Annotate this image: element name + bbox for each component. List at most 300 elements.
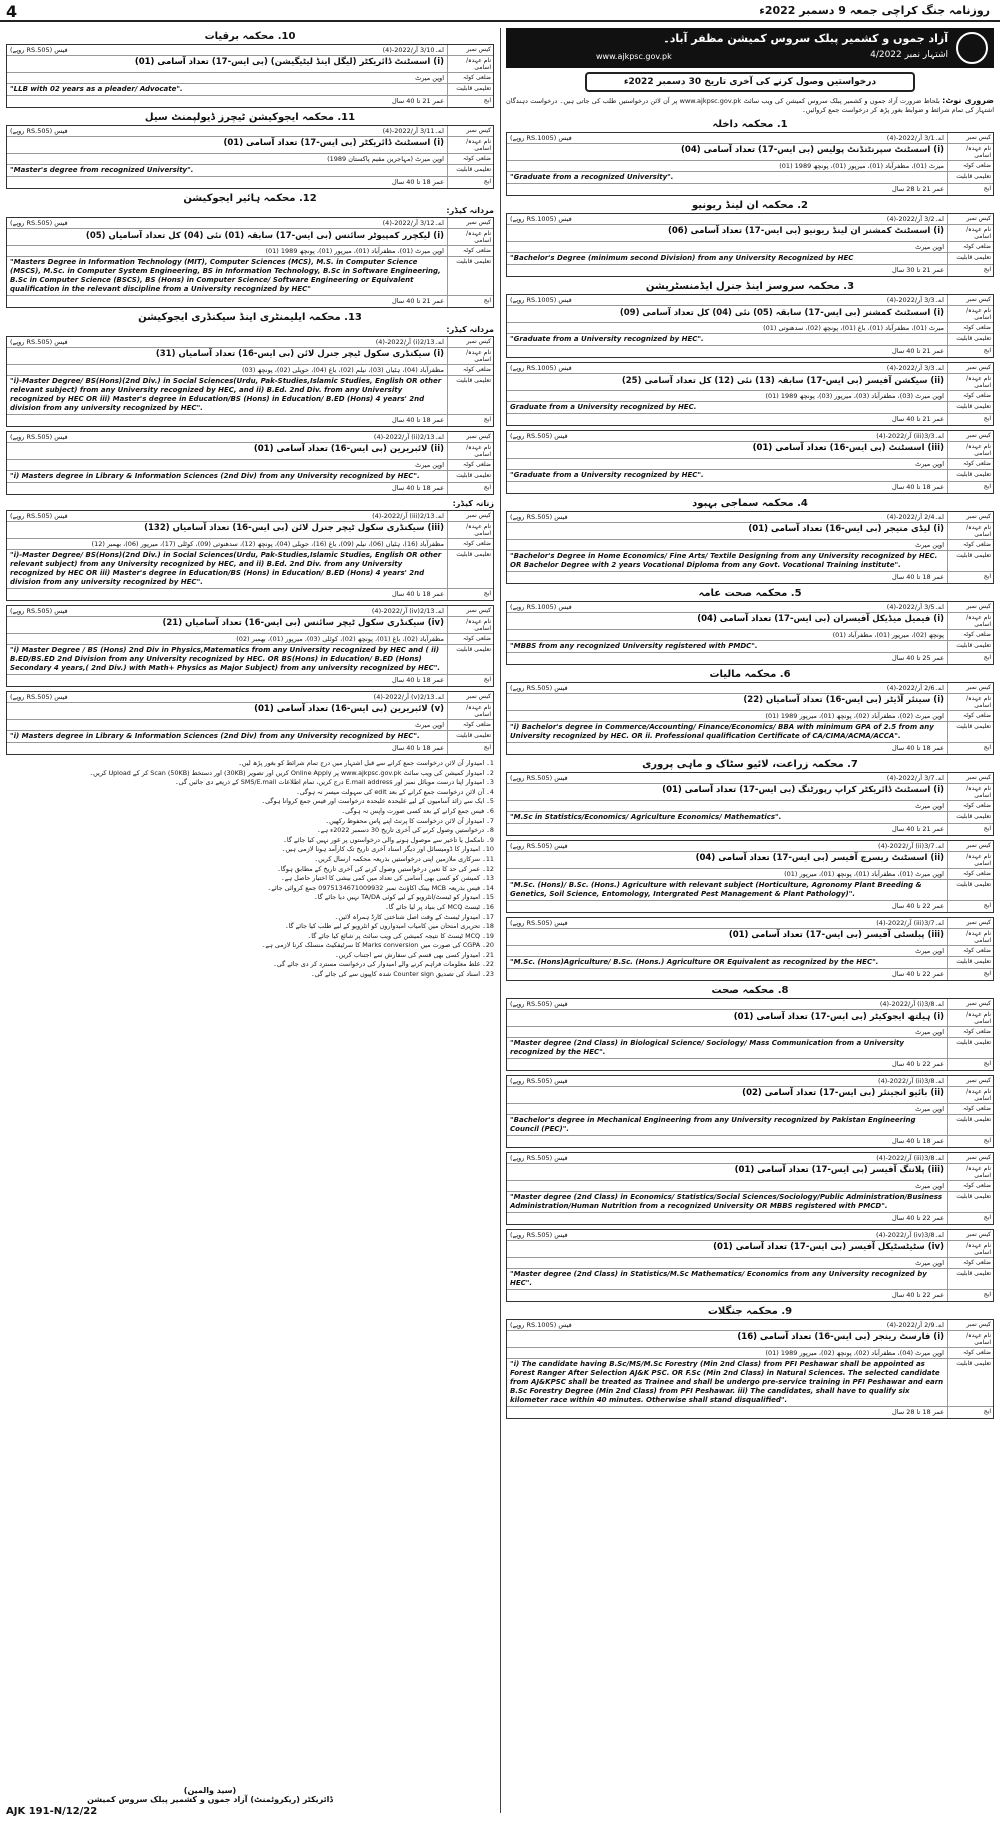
case-number: اے۔3/2 آر/2022-(4) xyxy=(886,215,944,223)
case-label: کیس نمبر xyxy=(947,214,993,224)
qualification-row xyxy=(7,84,493,96)
section-heading: 4. محکمہ سماجی بہبود xyxy=(692,498,808,509)
instruction-item: 7۔ امیدوار آن لائن درخواست کا پرنٹ اپنے پاس محفوظ رکھیں۔ xyxy=(325,816,494,825)
age-row-label: ایج xyxy=(947,1059,993,1070)
page-header xyxy=(0,0,1000,22)
post-row xyxy=(507,1331,993,1348)
post-row xyxy=(7,137,493,154)
post-value xyxy=(507,1331,947,1347)
section-heading: 7. محکمہ زراعت، لائیو سٹاک و ماہی پروری xyxy=(642,759,858,770)
post-title: (i) لیکچرر کمپیوٹر سائنس (بی ایس-17) سابقہ (01) نئی (04) کل تعداد آسامیاں (05) xyxy=(85,231,444,241)
qualification-row-label: تعلیمی قابلیت xyxy=(947,402,993,413)
qualification-row xyxy=(507,722,993,743)
qualification-row-label: تعلیمی قابلیت xyxy=(947,1359,993,1406)
post-label: نام عہدہ/اسامی xyxy=(947,144,993,160)
case-value xyxy=(507,133,947,143)
post-value xyxy=(507,613,947,629)
quota-row-value: اوپن میرٹ (مہاجرین مقیم پاکستان 1989) xyxy=(327,155,444,163)
case-value xyxy=(507,602,947,612)
section-heading: 2. محکمہ ان لینڈ ریونیو xyxy=(691,200,809,211)
qualification-row-label: تعلیمی قابلیت xyxy=(947,551,993,571)
qualification-row-value: "Graduate from a University recognized by HEC". xyxy=(510,335,704,343)
post-value xyxy=(507,784,947,800)
age-row-value: عمر 21 تا 30 سال xyxy=(892,266,944,274)
age-row-value: عمر 22 تا 40 سال xyxy=(892,1060,944,1068)
post-value xyxy=(7,137,447,153)
right-column xyxy=(506,28,994,1423)
age-row-value: عمر 18 تا 40 سال xyxy=(392,590,444,598)
post-row xyxy=(507,1087,993,1104)
case-value xyxy=(507,363,947,373)
instruction-item: 3۔ امیدوار اپنا درست موبائل نمبر اور E.mail address درج کریں، تمام اطلاعات SMS/E.mail کے ذریعے دی جائیں گی۔ xyxy=(174,778,494,787)
case-number: اے۔3/7 آر/2022-(4) xyxy=(886,774,944,782)
qualification-row xyxy=(7,471,493,483)
section-heading: 8. محکمہ صحت xyxy=(711,985,789,996)
vacancy-count: تعداد آسامی (01) xyxy=(223,138,298,148)
post-value xyxy=(507,144,947,160)
vacancy-count: تعداد آسامی (01) xyxy=(728,930,803,940)
age-row xyxy=(507,346,993,357)
instruction-item: 10۔ امیدوار کا ڈومیسائل اور دیگر اسناد آخری تاریخ تک کارآمد ہونا لازمی ہیں۔ xyxy=(281,845,494,854)
age-row-value: عمر 18 تا 40 سال xyxy=(392,676,444,684)
quota-row xyxy=(507,711,993,722)
case-number: اے۔2/13(iv) آر/2022-(4) xyxy=(371,607,444,615)
qualification-row xyxy=(507,1192,993,1213)
age-row-label: ایج xyxy=(447,743,493,754)
qualification-row xyxy=(7,165,493,177)
qualification-row-value: "M.Sc in Statistics/Economics/ Agriculture Economics/ Mathematics". xyxy=(510,813,782,821)
fee-value: فیس (RS.1005 روپے) xyxy=(510,296,572,304)
case-row xyxy=(7,126,493,137)
quota-row xyxy=(7,460,493,471)
post-row xyxy=(507,442,993,459)
post-value xyxy=(507,523,947,539)
section-heading: 9. محکمہ جنگلات xyxy=(707,1306,793,1317)
quota-row-label: ضلعی کوٹہ xyxy=(947,1104,993,1114)
fee-value: فیس (RS.1005 روپے) xyxy=(510,134,572,142)
post-table xyxy=(6,431,494,495)
qualification-row-label: تعلیمی قابلیت xyxy=(947,957,993,968)
case-number: اے۔3/3 آر/2022-(4) xyxy=(886,296,944,304)
quota-row-label: ضلعی کوٹہ xyxy=(447,246,493,256)
age-row xyxy=(507,1136,993,1147)
post-label: نام عہدہ/اسامی xyxy=(947,1164,993,1180)
quota-row-value: مظفرآباد (16)، ہٹیاں (06)، نیلم (09)، باغ (16)، حویلی (04)، پونچھ (12)، سدھنوتی (09)، کوٹلی (17)، میرپور (06)، بھمبر (12) xyxy=(91,540,444,548)
age-row xyxy=(7,296,493,307)
case-value xyxy=(507,841,947,851)
case-value xyxy=(507,918,947,928)
post-row xyxy=(7,229,493,246)
case-row xyxy=(7,337,493,348)
deadline-box: درخواستیں وصول کرنے کی آخری تاریخ 30 دسمبر 2022ء xyxy=(585,72,915,92)
age-row-label: ایج xyxy=(947,743,993,754)
vacancy-count: تعداد آسامی (01) xyxy=(662,785,737,795)
right-posts xyxy=(506,119,994,1419)
post-row xyxy=(507,613,993,630)
age-row-value: عمر 18 تا 40 سال xyxy=(392,484,444,492)
instruction-item: 5۔ ایک سے زائد آسامیوں کے لیے علیحدہ علیحدہ درخواست اور فیس جمع کروانا ہوگی۔ xyxy=(261,797,494,806)
age-row xyxy=(7,415,493,426)
quota-row-label: ضلعی کوٹہ xyxy=(947,1027,993,1037)
age-row-value: عمر 18 تا 40 سال xyxy=(392,416,444,424)
vacancy-count: تعداد آسامی (01) xyxy=(134,57,209,67)
case-value xyxy=(507,1076,947,1086)
case-label: کیس نمبر xyxy=(947,918,993,928)
quota-row xyxy=(507,459,993,470)
post-title: (iii) سیکنڈری سکول ٹیچر جنرل لائن (بی ایس-16) تعداد آسامیاں (132) xyxy=(144,523,444,533)
fee-value: فیس (RS.1005 روپے) xyxy=(510,364,572,372)
post-title: (i) فیمیل میڈیکل آفیسران (بی ایس-17) xyxy=(774,614,944,624)
case-value xyxy=(507,214,947,224)
quota-row xyxy=(507,1348,993,1359)
post-title: (i) سینئر آڈیٹر (بی ایس-16) تعداد آسامیاں (22) xyxy=(743,695,944,705)
post-label: نام عہدہ/اسامی xyxy=(947,694,993,710)
post-value xyxy=(7,348,447,364)
age-row xyxy=(7,743,493,754)
qualification-row-value: "MBBS from any recognized University registered with PMDC". xyxy=(510,642,758,650)
quota-row xyxy=(7,365,493,376)
post-table xyxy=(506,362,994,426)
post-title: (ii) سیکشن آفیسر (بی ایس-17) سابقہ (13) نئی (12) کل تعداد آسامی (25) xyxy=(621,376,944,386)
post-value xyxy=(507,1010,947,1026)
qualification-row xyxy=(507,957,993,969)
qualification-row-label: تعلیمی قابلیت xyxy=(947,253,993,264)
post-title: (i) ہیلتھ ایجوکیٹر (بی ایس-17) xyxy=(810,1012,944,1022)
case-value xyxy=(507,1153,947,1163)
qualification-row xyxy=(507,880,993,901)
age-row-value: عمر 21 تا 28 سال xyxy=(892,185,944,193)
post-title: (ii) بائیو انجینئر (بی ایس-17) xyxy=(819,1088,944,1098)
cadre-label: زنانہ کیڈر: xyxy=(452,499,494,508)
age-row-label: ایج xyxy=(947,1290,993,1301)
post-label: نام عہدہ/اسامی xyxy=(447,137,493,153)
instruction-item: 1۔ امیدوار آن لائن درخواست جمع کرانے سے قبل اشتہار میں درج تمام شرائط کو بغور پڑھ لیں۔ xyxy=(238,759,494,767)
vacancy-count: تعداد آسامی (01) xyxy=(752,443,827,453)
age-row xyxy=(507,901,993,912)
quota-row xyxy=(7,634,493,645)
cadre-label: مردانہ کیڈر: xyxy=(446,325,494,334)
quota-row-label: ضلعی کوٹہ xyxy=(447,73,493,83)
age-row-label: ایج xyxy=(947,1407,993,1418)
age-row-label: ایج xyxy=(447,96,493,107)
qualification-row xyxy=(7,257,493,296)
qualification-row-value: Graduate from a University recognized by HEC. xyxy=(510,403,697,411)
case-row xyxy=(507,999,993,1010)
post-label: نام عہدہ/اسامی xyxy=(947,374,993,390)
post-row xyxy=(507,374,993,391)
age-row-value: عمر 18 تا 40 سال xyxy=(892,573,944,581)
post-title: (i) اسسٹنٹ سپرنٹنڈنٹ پولیس (بی ایس-17) xyxy=(758,145,944,155)
vacancy-count: تعداد آسامی (06) xyxy=(667,226,743,236)
post-table xyxy=(6,605,494,687)
case-label: کیس نمبر xyxy=(947,1230,993,1240)
case-number: اے۔2/13(v) آر/2022-(4) xyxy=(373,693,444,701)
post-row xyxy=(7,703,493,720)
case-value xyxy=(7,126,447,136)
qualification-row-value: "M.Sc. (Hons)/ B.Sc. (Hons.) Agriculture with relevant subject (Horticulture, Agronomy Plant Breeding & Genetics, Soil Science, Entomology, Intergrated Pest Management & Plant Pathology)". xyxy=(510,881,922,898)
post-label: نام عہدہ/اسامی xyxy=(947,1087,993,1103)
case-label: کیس نمبر xyxy=(947,431,993,441)
case-label: کیس نمبر xyxy=(947,133,993,143)
post-value xyxy=(7,703,447,719)
case-label: کیس نمبر xyxy=(947,773,993,783)
vacancy-count: تعداد آسامی (01) xyxy=(254,704,329,714)
case-value xyxy=(507,773,947,783)
fee-value: فیس (RS.505 روپے) xyxy=(10,693,68,701)
post-table xyxy=(506,917,994,981)
post-label: نام عہدہ/اسامی xyxy=(447,703,493,719)
quota-row xyxy=(7,246,493,257)
post-table xyxy=(6,44,494,108)
case-value xyxy=(7,606,447,616)
age-row-value: عمر 18 تا 40 سال xyxy=(392,744,444,752)
quota-row-value: اوپن میرٹ xyxy=(915,460,944,468)
fee-value: فیس (RS.505 روپے) xyxy=(10,512,68,520)
quota-row-value: اوپن میرٹ xyxy=(915,1259,944,1267)
case-row xyxy=(507,773,993,784)
quota-row xyxy=(507,946,993,957)
quota-row-label: ضلعی کوٹہ xyxy=(447,365,493,375)
case-value xyxy=(507,295,947,305)
case-row xyxy=(507,214,993,225)
age-row-label: ایج xyxy=(947,265,993,276)
vacancy-count: تعداد آسامی (01) xyxy=(734,1165,809,1175)
case-row xyxy=(507,918,993,929)
qualification-row xyxy=(507,812,993,824)
section-heading: 1. محکمہ داخلہ xyxy=(712,119,788,130)
qualification-row xyxy=(7,550,493,589)
age-row-label: ایج xyxy=(947,969,993,980)
case-label: کیس نمبر xyxy=(947,683,993,693)
age-row-label: ایج xyxy=(947,414,993,425)
post-row xyxy=(507,306,993,323)
qualification-row-label: تعلیمی قابلیت xyxy=(947,1192,993,1212)
case-value xyxy=(7,337,447,347)
post-title: (iv) سٹیٹسٹیکل آفیسر (بی ایس-17) xyxy=(790,1242,944,1252)
instruction-item: 19۔ MCQ ٹیسٹ کا نتیجہ کمیشن کی ویب سائٹ پر شائع کیا جائے گا۔ xyxy=(307,931,494,940)
age-row-label: ایج xyxy=(947,824,993,835)
case-label: کیس نمبر xyxy=(447,337,493,347)
section-heading: 3. محکمہ سروسز اینڈ جنرل ایڈمنسٹریشن xyxy=(645,281,855,292)
qualification-row xyxy=(7,645,493,675)
fee-value: فیس (RS.505 روپے) xyxy=(510,1231,568,1239)
case-row xyxy=(7,606,493,617)
fee-value: فیس (RS.505 روپے) xyxy=(10,607,68,615)
case-value xyxy=(507,1230,947,1240)
age-row xyxy=(507,653,993,664)
section-heading: 12. محکمہ ہائیر ایجوکیشن xyxy=(183,193,317,204)
qualification-row-label: تعلیمی قابلیت xyxy=(947,641,993,652)
left-posts xyxy=(6,31,494,755)
qualification-row-value: "Graduate from a recognized University". xyxy=(510,173,674,181)
age-row-label: ایج xyxy=(447,589,493,600)
age-row-value: عمر 21 تا 40 سال xyxy=(892,825,944,833)
fee-value: فیس (RS.505 روپے) xyxy=(510,513,568,521)
case-label: کیس نمبر xyxy=(947,1076,993,1086)
qualification-row-label: تعلیمی قابلیت xyxy=(447,645,493,674)
post-label: نام عہدہ/اسامی xyxy=(947,1241,993,1257)
qualification-row-label: تعلیمی قابلیت xyxy=(947,812,993,823)
age-row-value: عمر 25 تا 40 سال xyxy=(892,654,944,662)
case-row xyxy=(507,363,993,374)
post-table xyxy=(6,510,494,601)
post-value xyxy=(7,443,447,459)
section-heading: 5. محکمہ صحت عامہ xyxy=(698,588,802,599)
qualification-row xyxy=(507,172,993,184)
instructions-list xyxy=(6,759,494,980)
case-number: اے۔3/7(iii) آر/2022-(4) xyxy=(876,919,944,927)
quota-row xyxy=(507,1181,993,1192)
case-row xyxy=(507,133,993,144)
case-number: اے۔3/3(iii) آر/2022-(4) xyxy=(876,432,944,440)
instruction-item: 9۔ نامکمل یا تاخیر سے موصول ہونے والی درخواستوں پر غور نہیں کیا جائے گا۔ xyxy=(283,835,494,844)
qualification-row xyxy=(507,551,993,572)
quota-row-value: اوپن میرٹ (03)، مظفرآباد (03)، میرپور (03)، پونچھ 1989 (01) xyxy=(765,392,944,400)
age-row-label: ایج xyxy=(947,346,993,357)
case-number: اے۔2/9 آر/2022-(4) xyxy=(886,1321,944,1329)
age-row-value: عمر 21 تا 40 سال xyxy=(892,415,944,423)
case-row xyxy=(507,1320,993,1331)
instruction-item: 8۔ درخواستیں وصول کرنے کی آخری تاریخ 30 دسمبر 2022ء ہے۔ xyxy=(316,826,494,835)
case-label: کیس نمبر xyxy=(947,295,993,305)
post-row xyxy=(507,1164,993,1181)
quota-row xyxy=(507,1258,993,1269)
fee-value: فیس (RS.505 روپے) xyxy=(10,433,68,441)
quota-row-label: ضلعی کوٹہ xyxy=(947,801,993,811)
qualification-row-label: تعلیمی قابلیت xyxy=(947,1269,993,1289)
fee-value: فیس (RS.1005 روپے) xyxy=(510,215,572,223)
age-row-label: ایج xyxy=(447,415,493,426)
case-number: اے۔3/3 آر/2022-(4) xyxy=(886,364,944,372)
post-label: نام عہدہ/اسامی xyxy=(447,522,493,538)
case-value xyxy=(507,1320,947,1330)
qualification-row-value: "Master degree (2nd Class) in Biological Science/ Sociology/ Mass Communication from a University recognized by the HEC". xyxy=(510,1039,904,1056)
age-row xyxy=(507,969,993,980)
quota-row xyxy=(507,242,993,253)
instruction-item: 23۔ اسناد کی تصدیق Counter sign شدہ کاپیوں سے کی جائے گی۔ xyxy=(310,970,494,979)
post-label: نام عہدہ/اسامی xyxy=(947,613,993,629)
psc-logo-icon xyxy=(956,32,988,64)
case-label: کیس نمبر xyxy=(947,363,993,373)
age-row-value: عمر 18 تا 40 سال xyxy=(892,744,944,752)
instruction-item: 14۔ فیس بذریعہ MCB بینک اکاؤنٹ نمبر 0975134671009932 جمع کروائی جائے۔ xyxy=(267,883,494,892)
age-row xyxy=(507,414,993,425)
fee-value: فیس (RS.505 روپے) xyxy=(510,432,568,440)
age-row xyxy=(507,184,993,195)
qualification-row xyxy=(507,1269,993,1290)
case-row xyxy=(7,692,493,703)
qualification-row-value: "i) Masters degree in Library & Information Sciences (2nd Div) from any University recognized by HEC". xyxy=(10,472,420,480)
psc-banner xyxy=(506,28,994,68)
age-row xyxy=(7,96,493,107)
qualification-row-label: تعلیمی قابلیت xyxy=(447,471,493,482)
instruction-item: 4۔ آن لائن درخواست جمع کرانے کے بعد edit کی سہولت میسر نہ ہوگی۔ xyxy=(295,787,494,796)
qualification-row-value: "i)-Master Degree/ BS(Hons)(2nd Div.) in Social Sciences(Urdu, Pak-Studies,Islamic Studies, English OR other relevant subject) from any University recognized by HEC, and ii) B.Ed. 2nd Div. from any University recognized by HEC OR iii) Master's degree in Education/BS (Hons) in Education/ B.ED (Hons) 4 years' 2nd division from any university recognized by HEC". xyxy=(10,551,442,586)
age-row xyxy=(507,1290,993,1301)
age-row xyxy=(507,1407,993,1418)
post-label: نام عہدہ/اسامی xyxy=(447,56,493,72)
signature-block xyxy=(70,1786,350,1804)
case-number: اے۔3/7(ii) آر/2022-(4) xyxy=(878,842,944,850)
post-table xyxy=(6,125,494,189)
post-label: نام عہدہ/اسامی xyxy=(947,852,993,868)
post-table xyxy=(506,511,994,584)
age-row xyxy=(507,265,993,276)
post-value xyxy=(507,694,947,710)
quota-row-value: مظفرآباد (02)، باغ (01)، پونچھ (02)، کوٹلی (03)، میرپور (01)، بھمبر (02) xyxy=(236,635,444,643)
post-title: (i) اسسٹنٹ کمشنر (بی ایس-17) سابقہ (05) نئی (04) کل تعداد آسامی (09) xyxy=(619,308,944,318)
qualification-row-label: تعلیمی قابلیت xyxy=(447,257,493,295)
post-table xyxy=(6,691,494,755)
post-label: نام عہدہ/اسامی xyxy=(947,442,993,458)
signatory-name: (سید والمین) xyxy=(183,1786,237,1795)
case-row xyxy=(507,683,993,694)
qualification-row xyxy=(507,334,993,346)
qualification-row-value: "i) Bachelor's degree in Commerce/Accounting/ Finance/Economics/ BBA with minimum GPA of 2.5 from any University recognized by HEC. OR ii. Professional qualification Certificate of CA/CIMA/ACMA/ACCA". xyxy=(510,723,934,740)
post-table xyxy=(506,772,994,836)
post-value xyxy=(507,374,947,390)
age-row-label: ایج xyxy=(947,482,993,493)
qualification-row-value: "Master degree (2nd Class) in Economics/ Statistics/Social Sciences/Sociology/Public Administration/Business Administration/Human Nutrition from a recognized University OR MBBS registered with PMCD". xyxy=(510,1193,943,1210)
post-value xyxy=(507,852,947,868)
qualification-row-label: تعلیمی قابلیت xyxy=(447,84,493,95)
instruction-item: 15۔ امیدوار کو ٹیسٹ/انٹرویو کے لیے کوئی TA/DA نہیں دیا جائے گا۔ xyxy=(313,893,494,902)
post-title: (iii) پلاننگ آفیسر (بی ایس-17) xyxy=(811,1165,944,1175)
age-row-value: عمر 22 تا 40 سال xyxy=(892,970,944,978)
case-row xyxy=(507,512,993,523)
fee-value: فیس (RS.505 روپے) xyxy=(10,46,68,54)
case-number: اے۔2/6 آر/2022-(4) xyxy=(886,684,944,692)
website-url: www.ajkpsc.gov.pk xyxy=(596,52,672,61)
quota-row-value: اوپن میرٹ (02)، مظفرآباد (02)، پونچھ (01)، میرپور 1989 (01) xyxy=(765,712,944,720)
quota-row-label: ضلعی کوٹہ xyxy=(947,459,993,469)
important-note xyxy=(506,96,994,115)
post-value xyxy=(507,1087,947,1103)
case-number: اے۔3/12 آر/2022-(4) xyxy=(382,219,444,227)
quota-row-value: اوپن میرٹ xyxy=(415,721,444,729)
post-value xyxy=(507,306,947,322)
qualification-row xyxy=(507,641,993,653)
case-number: اے۔3/8(iii) آر/2022-(4) xyxy=(876,1154,944,1162)
case-label: کیس نمبر xyxy=(447,432,493,442)
qualification-row-label: تعلیمی قابلیت xyxy=(447,550,493,588)
case-number: اے۔3/11 آر/2022-(4) xyxy=(382,127,444,135)
instruction-item: 18۔ تحریری امتحان میں کامیاب امیدواروں کو انٹرویو کے لیے طلب کیا جائے گا۔ xyxy=(284,922,494,931)
age-row xyxy=(507,1213,993,1224)
case-row xyxy=(507,1230,993,1241)
age-row-label: ایج xyxy=(947,1213,993,1224)
qualification-row-value: "Masters Degree in Information Technology (MIT), Computer Sciences (MCS), M.S. in Computer Science (MSCS), M.Sc. in Computer System Engineering, BS in Information Technology, B.Sc in Software Engineering, B.Sc in Computer Science (BSCS), BS (Hons) in Computer Science/ Software Engineering or Equivalent qualification in the relevant discipline from a University recognized by HEC" xyxy=(10,258,441,293)
quota-row-label: ضلعی کوٹہ xyxy=(947,391,993,401)
post-title: (ii) لائبریرین (بی ایس-16) xyxy=(330,444,444,454)
post-table xyxy=(6,217,494,308)
post-title: (i) اسسٹنٹ ڈائریکٹر (بی ایس-17) xyxy=(300,138,444,148)
instruction-item: 2۔ امیدوار کمیشن کی ویب سائٹ www.ajkpsc.gov.pk پر Online Apply کریں اور تصویر (30KB) اور دستخط (50KB) Scan کر کے Upload کریں۔ xyxy=(89,768,494,777)
post-label: نام عہدہ/اسامی xyxy=(947,1010,993,1026)
post-title: (i) اسسٹنٹ ڈائریکٹر (لیگل اینڈ لیٹیگیشن) (بی ایس-17) xyxy=(211,57,444,67)
instruction-item: 12۔ عمر کی حد کا تعین درخواستیں وصول کرنے کی آخری تاریخ کے مطابق ہوگا۔ xyxy=(277,864,494,873)
post-table xyxy=(506,213,994,277)
qualification-row xyxy=(507,1038,993,1059)
post-value xyxy=(507,1241,947,1257)
age-row-value: عمر 22 تا 40 سال xyxy=(892,1214,944,1222)
case-label: کیس نمبر xyxy=(947,1320,993,1330)
instruction-item: 11۔ سرکاری ملازمین اپنی درخواستیں بذریعہ محکمہ ارسال کریں۔ xyxy=(314,854,494,863)
age-row xyxy=(7,589,493,600)
case-row xyxy=(507,295,993,306)
case-number: اے۔2/13(i) آر/2022-(4) xyxy=(375,338,444,346)
left-column xyxy=(6,28,494,980)
